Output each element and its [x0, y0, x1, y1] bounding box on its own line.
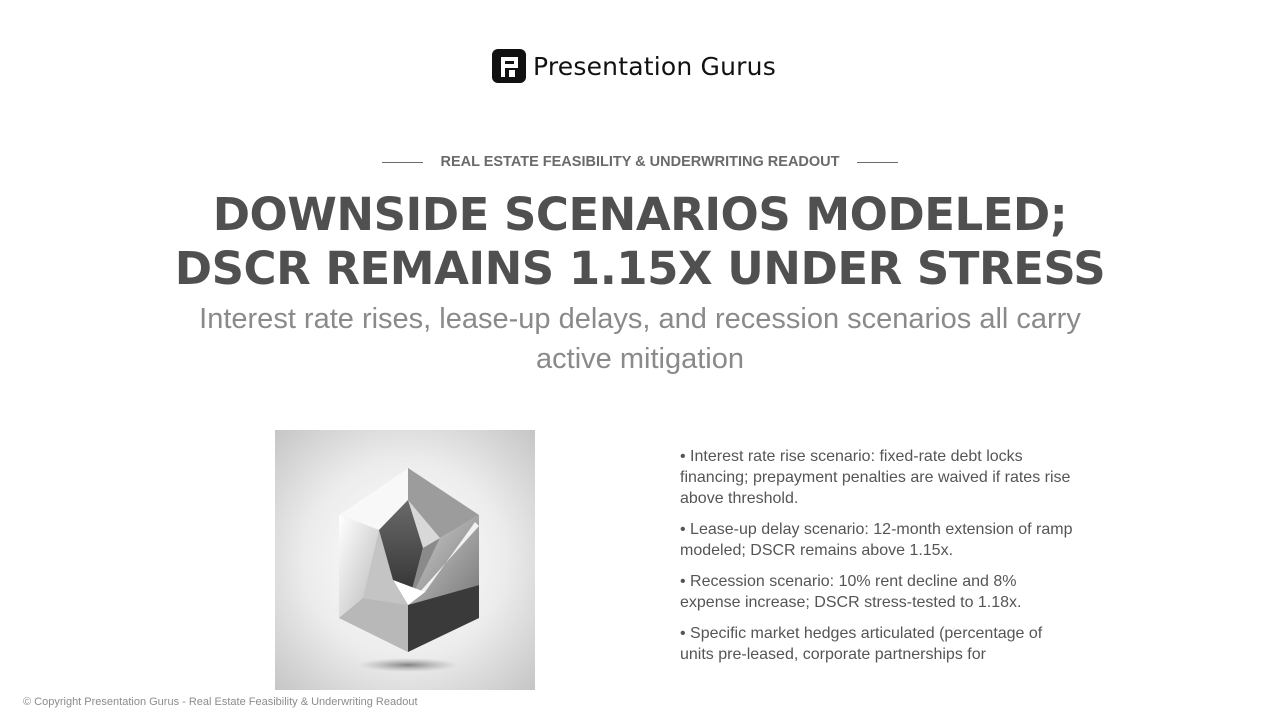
eyebrow [0, 152, 1280, 172]
bullet-item: • Lease-up delay scenario: 12-month extension of ramp modeled; DSCR remains above 1.15x. [680, 521, 1073, 559]
eyebrow-label: REAL ESTATE FEASIBILITY & UNDERWRITING READOUT [440, 154, 840, 170]
footer-copyright: © Copyright Presentation Gurus - Real Estate Feasibility & Underwriting Readout [23, 696, 418, 708]
geometric-gem-icon [275, 430, 535, 690]
brand-logo [492, 48, 776, 84]
bullet-item: • Interest rate rise scenario: fixed-rate debt locks financing; prepayment penalties are waived if rates rise above threshold. [680, 448, 1071, 507]
slide-title: DOWNSIDE SCENARIOS MODELED; DSCR REMAINS 1.15X UNDER STRESS [174, 188, 1106, 295]
bullet-list [680, 446, 1080, 670]
bullet-item: • Recession scenario: 10% rent decline and 8% expense increase; DSCR stress-tested to 1.18x. [680, 573, 1022, 611]
eyebrow-rule-right [857, 162, 898, 163]
slide-subtitle: Interest rate rises, lease-up delays, and recession scenarios all carry active mitigation [199, 303, 1081, 375]
eyebrow-rule-left [382, 162, 423, 163]
brand-logo-text: Presentation Gurus [533, 51, 776, 81]
bullet-item: • Specific market hedges articulated (percentage of units pre-leased, corporate partnerships for [680, 625, 1043, 663]
presentation-gurus-logo-icon [492, 49, 526, 83]
